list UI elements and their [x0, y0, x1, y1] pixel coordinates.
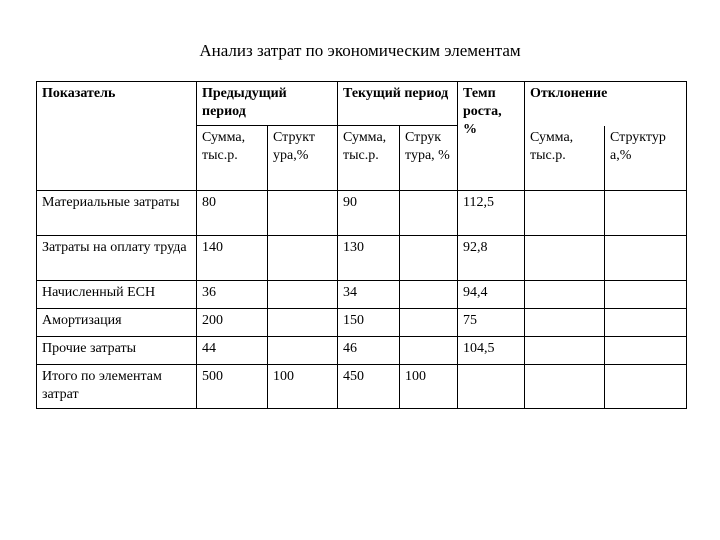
- header-curr-structure: Струк тура, %: [400, 126, 458, 191]
- header-indicator: Показатель: [37, 82, 197, 191]
- cell-curr-structure: [400, 281, 458, 309]
- cell-prev-sum: 500: [197, 365, 268, 409]
- row-name: Амортизация: [37, 309, 197, 337]
- header-row-1: [37, 82, 687, 126]
- table-row: [37, 309, 687, 337]
- cell-dev-structure: [605, 236, 687, 281]
- cell-dev-structure: [605, 191, 687, 236]
- row-name: Затраты на оплату труда: [37, 236, 197, 281]
- cell-curr-sum: 90: [338, 191, 400, 236]
- cell-dev-sum: [525, 191, 605, 236]
- table-row: [37, 191, 687, 236]
- cell-growth: [458, 365, 525, 409]
- cell-curr-sum: 130: [338, 236, 400, 281]
- cell-dev-sum: [525, 281, 605, 309]
- cell-growth: 92,8: [458, 236, 525, 281]
- row-name: Материальные затраты: [37, 191, 197, 236]
- cell-growth: 104,5: [458, 337, 525, 365]
- cell-dev-sum: [525, 236, 605, 281]
- cell-prev-structure: [268, 281, 338, 309]
- cell-curr-sum: 46: [338, 337, 400, 365]
- cell-dev-structure: [605, 281, 687, 309]
- cell-prev-sum: 80: [197, 191, 268, 236]
- cell-curr-structure: [400, 236, 458, 281]
- cell-dev-sum: [525, 337, 605, 365]
- cell-prev-structure: [268, 337, 338, 365]
- cell-curr-structure: [400, 191, 458, 236]
- cell-dev-structure: [605, 309, 687, 337]
- cell-dev-sum: [525, 309, 605, 337]
- header-curr-period: Текущий период: [338, 82, 458, 126]
- cell-prev-structure: [268, 236, 338, 281]
- header-prev-sum: Сумма, тыс.р.: [197, 126, 268, 191]
- cell-dev-structure: [605, 337, 687, 365]
- header-growth-rate: Темп роста, %: [458, 82, 525, 191]
- cell-growth: 94,4: [458, 281, 525, 309]
- header-deviation: Отклонение: [525, 82, 687, 126]
- cell-dev-sum: [525, 365, 605, 409]
- table-row: [37, 281, 687, 309]
- header-prev-structure: Структ ура,%: [268, 126, 338, 191]
- cell-curr-structure: [400, 337, 458, 365]
- cell-curr-sum: 450: [338, 365, 400, 409]
- cell-prev-structure: [268, 191, 338, 236]
- cell-growth: 112,5: [458, 191, 525, 236]
- header-curr-sum: Сумма, тыс.р.: [338, 126, 400, 191]
- cell-prev-sum: 140: [197, 236, 268, 281]
- header-dev-structure: Структур а,%: [605, 126, 687, 191]
- cell-curr-structure: 100: [400, 365, 458, 409]
- cell-prev-structure: [268, 309, 338, 337]
- cost-analysis-table: [36, 81, 687, 409]
- cell-curr-sum: 34: [338, 281, 400, 309]
- cell-prev-sum: 200: [197, 309, 268, 337]
- cell-dev-structure: [605, 365, 687, 409]
- cell-curr-sum: 150: [338, 309, 400, 337]
- row-name: Прочие затраты: [37, 337, 197, 365]
- cell-growth: 75: [458, 309, 525, 337]
- header-dev-sum: Сумма, тыс.р.: [525, 126, 605, 191]
- cell-prev-sum: 44: [197, 337, 268, 365]
- row-name: Начисленный ЕСН: [37, 281, 197, 309]
- document-title: Анализ затрат по экономическим элементам: [199, 41, 521, 60]
- table-row-total: [37, 365, 687, 409]
- cell-prev-sum: 36: [197, 281, 268, 309]
- table-row: [37, 337, 687, 365]
- table-row: [37, 236, 687, 281]
- row-name: Итого по элементам затрат: [37, 365, 197, 409]
- cell-curr-structure: [400, 309, 458, 337]
- cell-prev-structure: 100: [268, 365, 338, 409]
- header-prev-period: Предыдущий период: [197, 82, 338, 126]
